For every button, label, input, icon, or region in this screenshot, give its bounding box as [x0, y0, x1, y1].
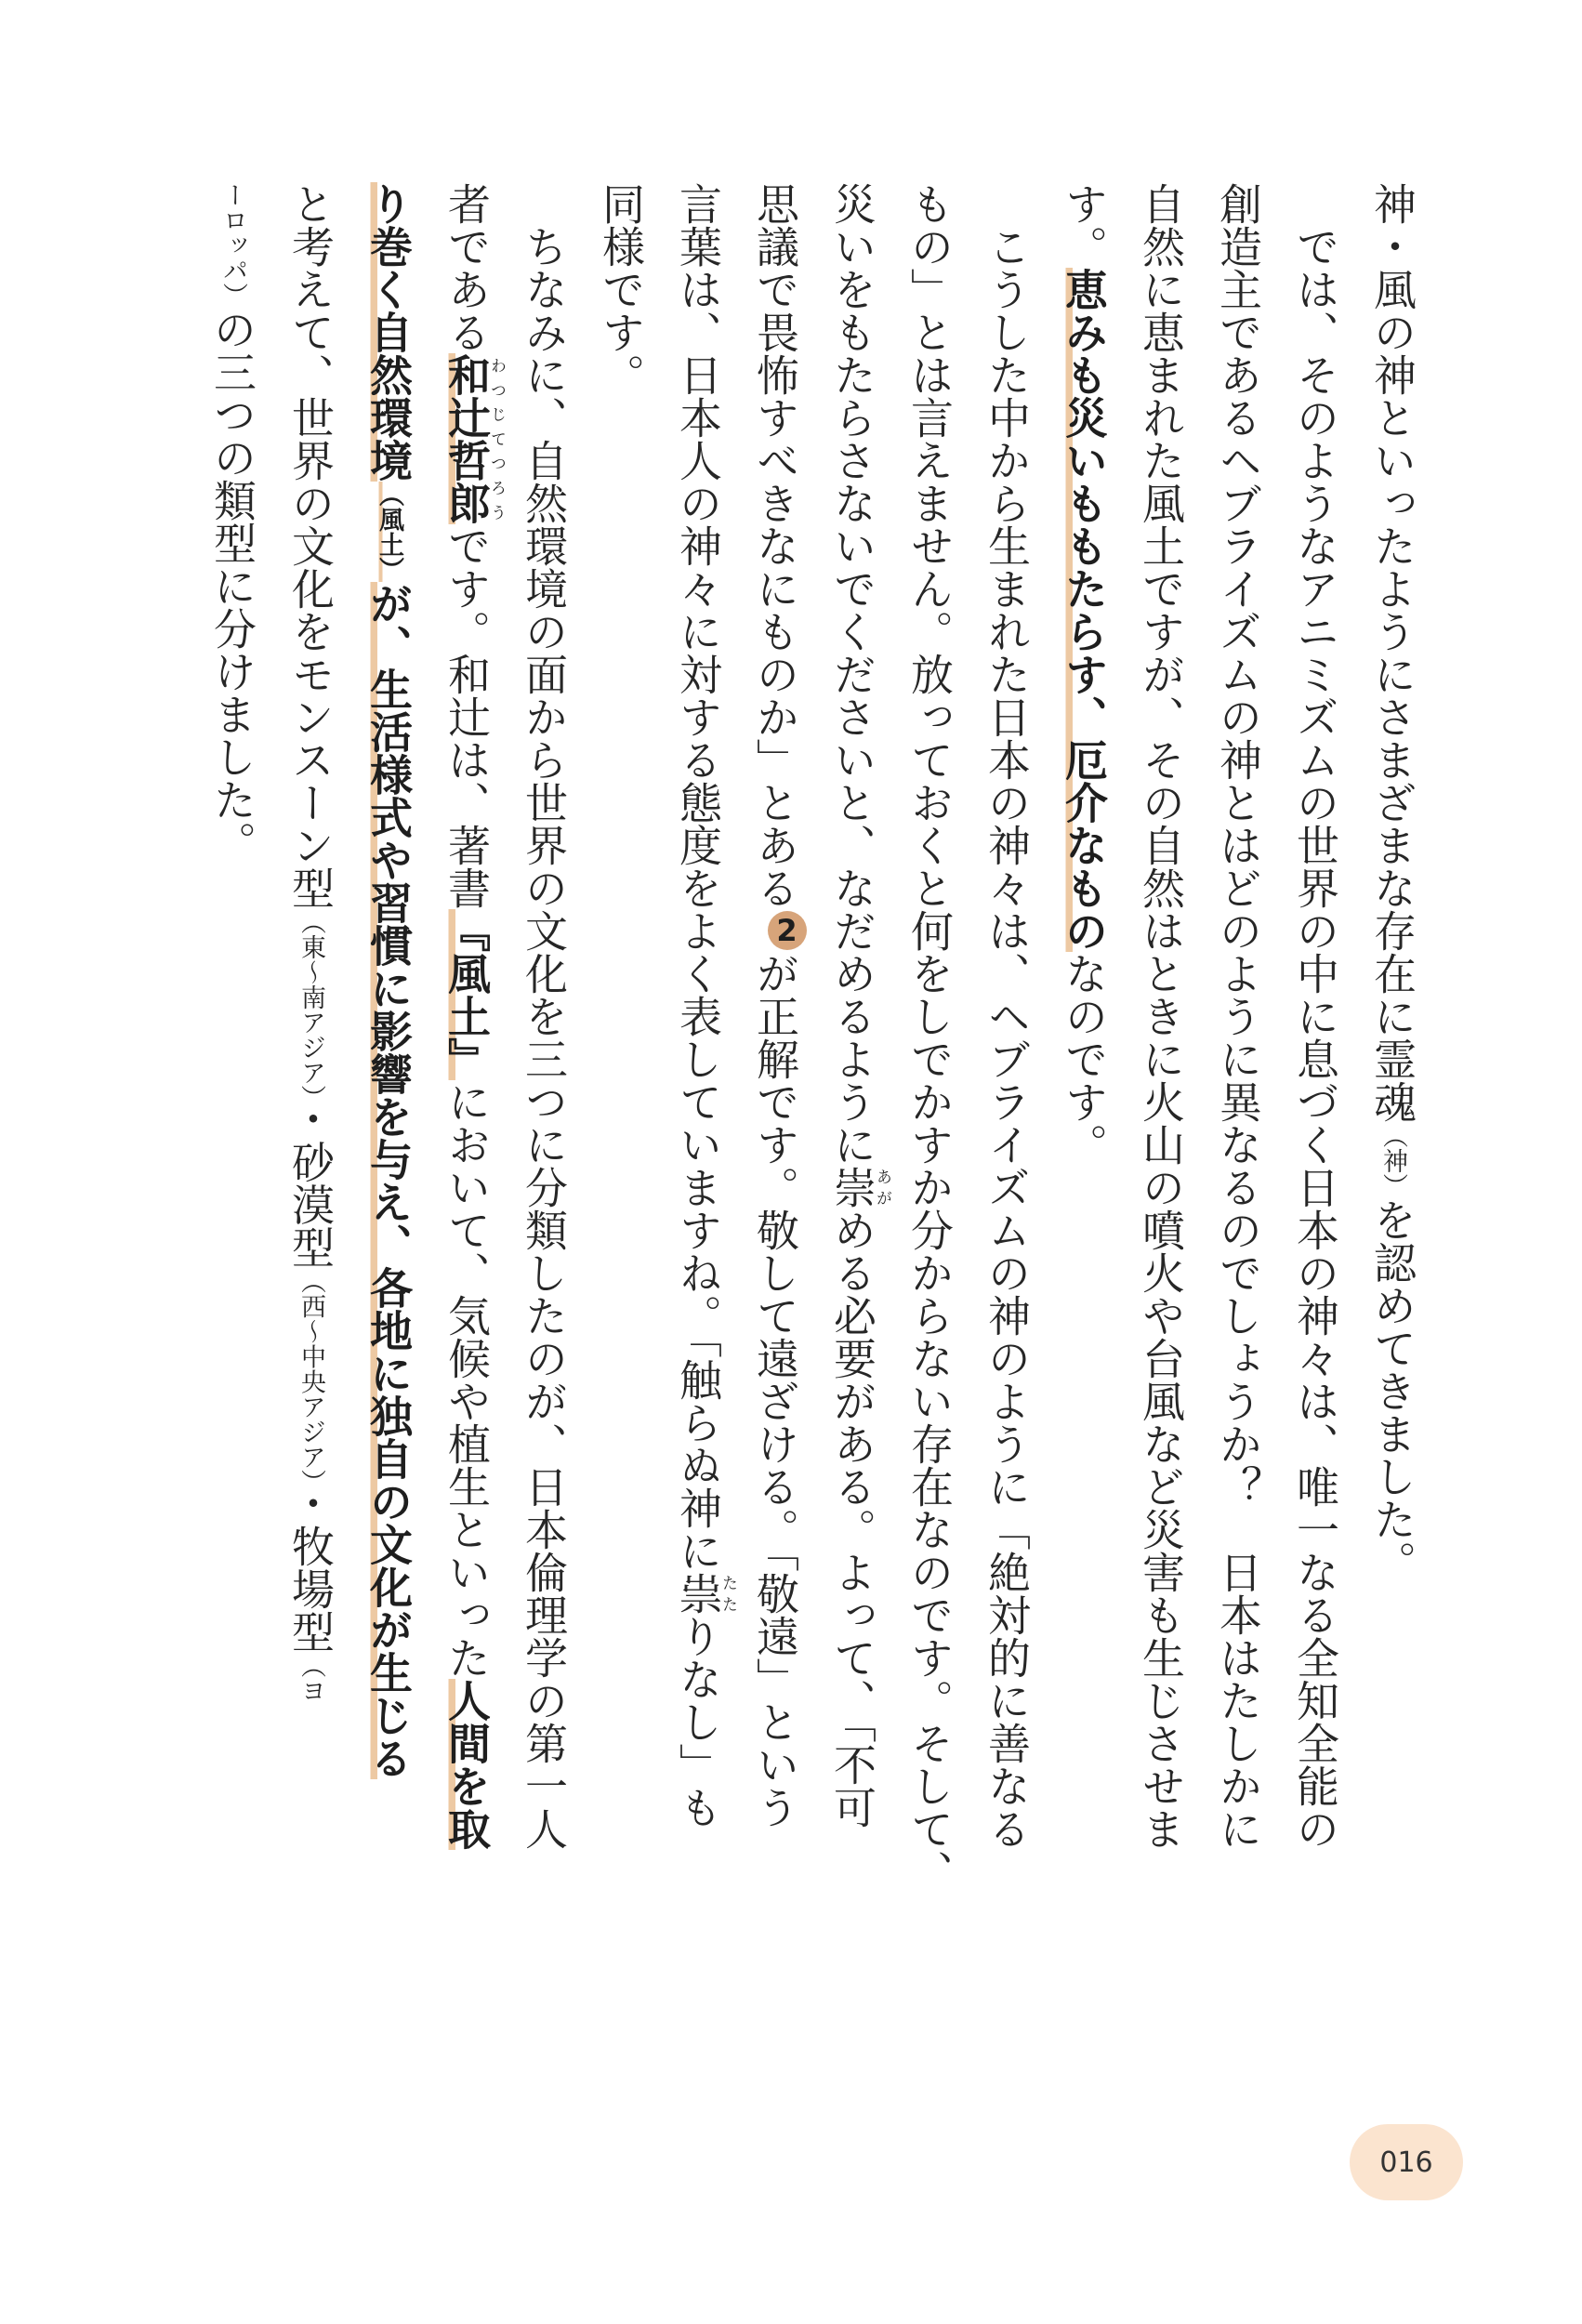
- annotation: （風土）: [375, 482, 403, 582]
- ruby-base: 和辻哲郎: [442, 353, 492, 524]
- ruby-base: 祟: [673, 1572, 723, 1615]
- text-line: もの」とは言えません。放っておくと何をしでかすか分からない存在なのです。そして、: [904, 182, 955, 1893]
- ruby-word: [827, 1166, 891, 1208]
- text-line: [1353, 182, 1431, 1986]
- text-line: [349, 182, 428, 1986]
- text-line: では、そのようなアニミズムの世界の中に息づく日本の神々は、唯一なる全知全能の: [1290, 182, 1340, 1850]
- text-span: を認めてきました。: [1367, 1198, 1417, 1583]
- annotation: （神）: [1378, 1123, 1407, 1198]
- text-span: 神・風の神といったようにさまざまな存在に霊魂: [1367, 182, 1417, 1123]
- text-span: が正解です。敬して遠ざける。「敬遠」という: [750, 952, 800, 1829]
- text-span: りなし」も: [673, 1615, 723, 1829]
- highlight: り巻く自然環境: [363, 182, 414, 482]
- ruby-reading: たた: [718, 1572, 737, 1615]
- highlight: が、生活様式や習慣に影響を与え、各地に独自の文化が生じる: [363, 582, 414, 1779]
- text-span: において、気候や植生といった: [442, 1080, 492, 1679]
- text-span: です。和辻は、著書: [442, 524, 492, 909]
- text-line: [659, 182, 736, 1986]
- text-line: [1045, 182, 1122, 1986]
- annotation: ーロッパ）: [218, 182, 247, 308]
- text-line: [428, 182, 505, 1986]
- text-line: ちなみに、自然環境の面から世界の文化を三つに分類したのが、日本倫理学の第一人: [519, 182, 569, 1850]
- text-span: の三つの類型に分けました。: [207, 308, 257, 864]
- text-span: 思議で畏怖すべきなにものか」とある: [750, 182, 800, 909]
- annotation: （ヨ: [297, 1653, 325, 1703]
- annotation: （東～南アジア）: [297, 909, 325, 1098]
- text-span: 言葉は、日本人の神々に対する態度をよく表していますね。「触らぬ神に: [673, 182, 723, 1572]
- ruby-word: [442, 353, 506, 524]
- body-text: [102, 182, 1431, 1986]
- text-line: 創造主であるヘブライズムの神とはどのように異なるのでしょうか？ 日本はたしかに: [1213, 182, 1263, 1850]
- text-span: ・砂漠型: [285, 1097, 336, 1269]
- text-span: す。: [1059, 182, 1109, 268]
- text-line: [736, 182, 813, 1986]
- text-span: なのです。: [1059, 952, 1109, 1166]
- text-span: める必要がある。よって、「不可: [827, 1208, 877, 1829]
- text-line: [193, 182, 271, 1986]
- text-span: と考えて、世界の文化をモンスーン型: [285, 182, 336, 909]
- text-span: 災いをもたらさないでくださいと、なだめるように: [827, 182, 877, 1166]
- page-number: 016: [1350, 2124, 1463, 2200]
- text-line: 同様です。: [596, 182, 646, 396]
- ruby-reading: わつじてつろう: [487, 353, 506, 524]
- text-line: [271, 182, 349, 1986]
- text-line: [813, 182, 890, 1986]
- highlight: 人間を取: [442, 1679, 492, 1850]
- text-span: 者である: [442, 182, 492, 353]
- ruby-base: 崇: [827, 1166, 877, 1208]
- answer-number-badge: 2: [768, 911, 807, 950]
- text-line: 自然に恵まれた風土ですが、その自然はときに火山の噴火や台風など災害も生じさせま: [1136, 182, 1186, 1850]
- highlight: 恵みも災いももたらす、厄介なもの: [1059, 268, 1109, 952]
- ruby-reading: あが: [873, 1166, 891, 1208]
- ruby-word: [673, 1572, 737, 1615]
- highlight: 『風土』: [442, 909, 492, 1080]
- text-line: こうした中から生まれた日本の神々は、ヘブライズムの神のように「絶対的に善なる: [982, 182, 1032, 1850]
- annotation: （西～中央アジア）: [297, 1268, 325, 1482]
- text-span: ・牧場型: [285, 1482, 336, 1653]
